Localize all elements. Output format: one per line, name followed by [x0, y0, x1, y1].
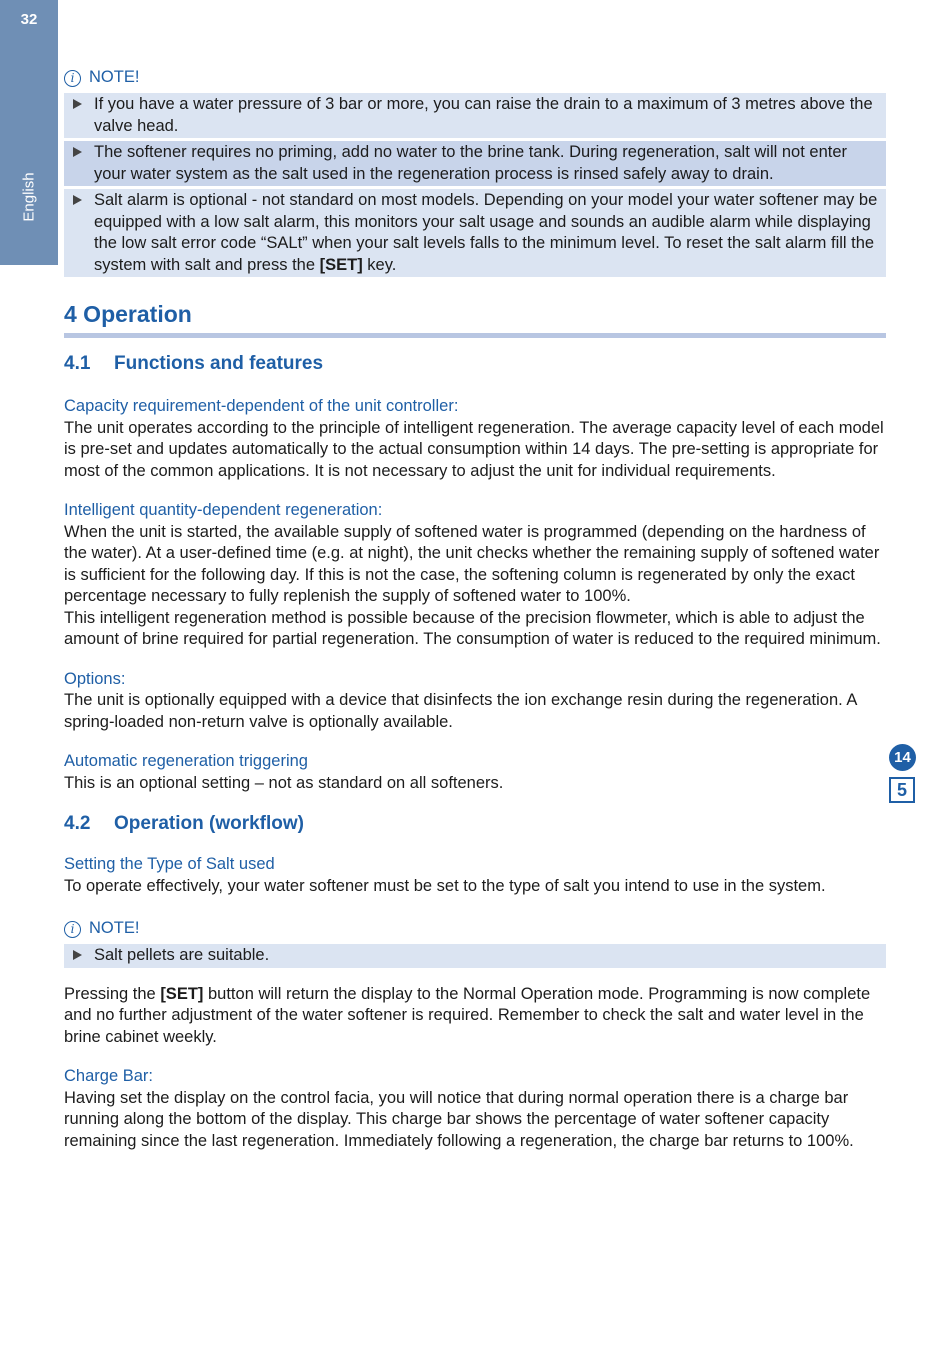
reference-box-badge: 5 [889, 777, 915, 803]
triangle-bullet-icon [73, 195, 82, 205]
intelligent-heading: Intelligent quantity-dependent regeneration: [64, 501, 383, 519]
salt-type-paragraph: To operate effectively, your water softener must be set to the type of salt you intend to use in the system. [64, 876, 826, 895]
subsection-heading-4-2 [64, 812, 886, 836]
charge-bar-paragraph: Having set the display on the control facia, you will notice that during normal operation there is a charge bar running along the bottom of the display. This charge bar shows the percentage of water softener capacity remaining since the last regeneration. Immediately following a regeneration, the charge bar returns to 100%. [64, 1088, 854, 1150]
subsection-title: Functions and features [114, 353, 324, 374]
note-item-text-end: key. [362, 255, 397, 274]
subsection-number: 4.2 [64, 813, 91, 834]
pressing-set-paragraph [64, 984, 886, 1049]
auto-regeneration-paragraph: This is an optional setting – not as standard on all softeners. [64, 773, 504, 792]
section-heading-operation: 4 Operation [64, 299, 886, 338]
info-icon: i [64, 70, 81, 87]
page-number: 32 [20, 11, 38, 28]
page-content [64, 66, 886, 1152]
salt-type-heading: Setting the Type of Salt used [64, 855, 275, 873]
note-item [64, 141, 886, 186]
subsection-heading-4-1 [64, 352, 886, 376]
note-heading [64, 917, 886, 941]
capacity-heading: Capacity requirement-dependent of the unit controller: [64, 397, 459, 415]
subsection-number: 4.1 [64, 353, 91, 374]
triangle-bullet-icon [73, 147, 82, 157]
pressing-set-start: Pressing the [64, 984, 161, 1003]
note-item [64, 944, 886, 968]
note-heading-text: NOTE! [89, 68, 140, 87]
note-item-text: Salt pellets are suitable. [94, 946, 270, 964]
note-item-text: Salt alarm is optional - not standard on most models. Depending on your model your water softener may be equipped with a low salt alarm, this monitors your salt usage and sounds an audible alarm while displaying the low salt error code “SALt” when your salt levels falls to the minimum level. To reset the salt alarm fill the system with salt and press the [94, 191, 878, 274]
triangle-bullet-icon [73, 99, 82, 109]
note-item [64, 189, 886, 277]
language-label: English [20, 172, 38, 222]
note-item-text: If you have a water pressure of 3 bar or more, you can raise the drain to a maximum of 3 metres above the valve head. [94, 95, 873, 135]
set-key-label: [SET] [160, 984, 204, 1003]
options-paragraph: The unit is optionally equipped with a device that disinfects the ion exchange resin during the regeneration. A spring-loaded non-return valve is optionally available. [64, 691, 857, 731]
info-icon: i [64, 921, 81, 938]
capacity-paragraph: The unit operates according to the principle of intelligent regeneration. The average capacity level of each model is pre-set and updates automatically to the actual consumption within 14 days. The pre-setting is appropriate for most of the common applications. It is not necessary to adjust the unit for individual requirements. [64, 418, 884, 480]
note-item [64, 93, 886, 138]
reference-circle-badge: 14 [889, 744, 916, 771]
triangle-bullet-icon [73, 950, 82, 960]
note-heading [64, 66, 886, 90]
reference-badges [889, 744, 917, 803]
charge-bar-heading: Charge Bar: [64, 1067, 153, 1085]
intelligent-paragraph-1: When the unit is started, the available supply of softened water is programmed (depending on the hardness of the water). At a user-defined time (e.g. at night), the unit checks whether the remaining supply of softened water is sufficient for the following day. If this is not the case, the softening column is regenerated by only the exact percentage necessary to fully replenish the supply of softened water to 100%. [64, 522, 880, 605]
intelligent-paragraph-2: This intelligent regeneration method is possible because of the precision flowmeter, which is able to adjust the amount of brine required for partial regeneration. The consumption of water is reduced to the required minimum. [64, 608, 881, 648]
note-item-text: The softener requires no priming, add no water to the brine tank. During regeneration, salt will not enter your water system as the salt used in the regeneration process is rinsed safely away to drain. [94, 143, 847, 183]
language-side-tab [0, 0, 58, 265]
note-heading-text: NOTE! [89, 919, 140, 938]
auto-regeneration-heading: Automatic regeneration triggering [64, 752, 308, 770]
options-heading: Options: [64, 669, 126, 688]
pressing-set-rest: button will return the display to the Normal Operation mode. Programming is now complete and no further adjustment of the water softener is required. Remember to check the salt and water level in the brine cabinet weekly. [64, 984, 871, 1046]
subsection-title: Operation (workflow) [114, 813, 304, 834]
set-key-label: [SET] [319, 255, 363, 274]
